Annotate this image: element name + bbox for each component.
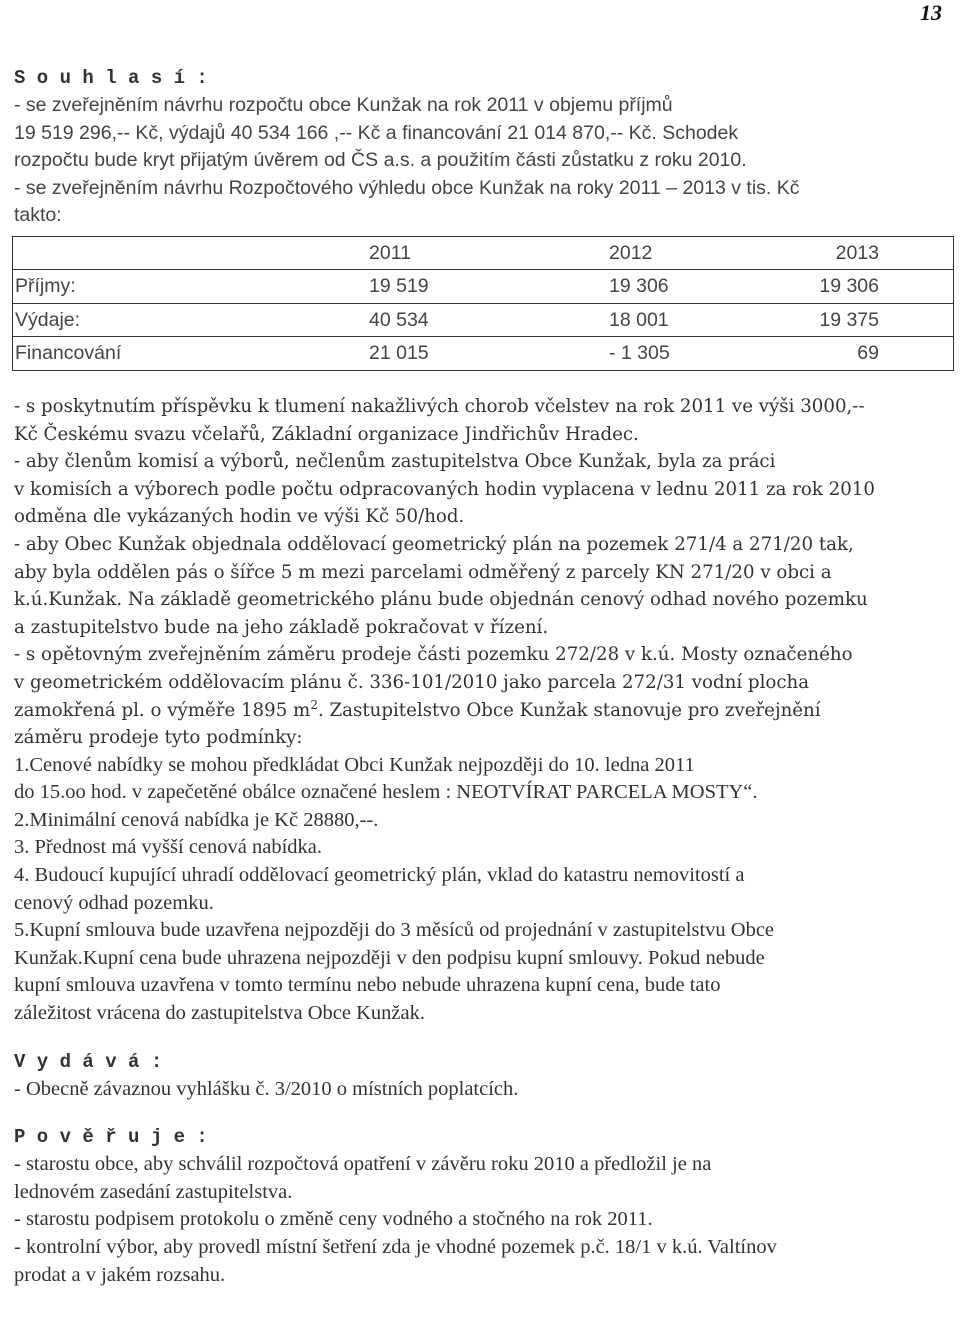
text-line: - s opětovným zveřejněním záměru prodeje části pozemku 272/28 v k.ú. Mosty označeného [14,644,853,666]
text-line: - Obecně závaznou vyhlášku č. 3/2010 o místních poplatcích. [14,1077,519,1100]
cell-2011: 40 534 [369,308,429,331]
text-line: prodat a v jakém rozsahu. [14,1263,226,1286]
text-line: v komisích a výborech podle počtu odpracovaných hodin vyplacena v lednu 2011 za rok 2010 [14,478,875,500]
cell-2012: 19 306 [609,275,669,298]
poveruje-heading: P o v ě ř u j e : [14,1126,208,1149]
text-line: Kunžak.Kupní cena bude uhrazena nejpozději v den podpisu kupní smlouvy. Pokud nebude [14,946,765,969]
page-number: 13 [920,0,942,25]
cell-2012: - 1 305 [609,342,670,365]
vydava-heading: V y d á v á : [14,1050,163,1073]
table-header [13,237,953,271]
cell-2013: 69 [857,342,879,365]
row-label: Příjmy: [15,275,76,298]
text-line: - starostu podpisem protokolu o změně ceny vodného a stočného na rok 2011. [14,1208,653,1231]
cell-2012: 18 001 [609,308,669,331]
area-text-rest: . Zastupitelstvo Obce Kunžak stanovuje pro zveřejnění [317,699,821,721]
text-line: odměna dle vykázaných hodin ve výši Kč 50/hod. [14,506,465,528]
document-body [14,64,950,1289]
text-line: Kč Českému svazu včelařů, Základní organizace Jindřichův Hradec. [14,423,639,445]
text-line: a zastupitelstvo bude na jeho základě pokračovat v řízení. [14,616,549,638]
text-line: rozpočtu bude kryt přijatým úvěrem od ČS a.s. a použitím části zůstatku z roku 2010. [14,149,747,172]
text-line: v geometrickém oddělovacím plánu č. 336-101/2010 jako parcela 272/31 vodní plocha [14,671,810,693]
table-header-2012: 2012 [609,241,653,264]
cell-2011: 21 015 [369,342,429,365]
text-line: - aby Obec Kunžak objednala oddělovací geometrický plán na pozemek 271/4 a 271/20 tak, [14,533,854,555]
table-header-2013: 2013 [835,241,879,264]
text-line: - se zveřejněním návrhu Rozpočtového výhledu obce Kunžak na roky 2011 – 2013 v tis. Kč [14,176,800,199]
text-line: 5.Kupní smlouva bude uzavřena nejpozději do 3 měsíců od projednání v zastupitelstvu Obce [14,919,775,942]
area-text: zamokřená pl. o výměře 1895 m [14,699,311,721]
text-line: - se zveřejněním návrhu rozpočtu obce Kunžak na rok 2011 v objemu příjmů [14,94,673,116]
text-line: lednovém zasedání zastupitelstva. [14,1180,293,1203]
text-line: - starostu obce, aby schválil rozpočtová opatření v závěru roku 2010 a předložil je na [14,1153,712,1176]
text-line: 2.Minimální cenová nabídka je Kč 28880,--. [14,808,379,831]
text-line: kupní smlouva uzavřena v tomto termínu nebo nebude uhrazena kupní cena, bude tato [14,974,721,997]
cell-2013: 19 306 [819,275,879,298]
text-line: 3. Přednost má vyšší cenová nabídka. [14,836,323,859]
text-line [14,697,950,725]
table-row [13,304,953,338]
text-line: záměru prodeje tyto podmínky: [14,727,303,749]
text-line: - aby členům komisí a výborů, nečlenům zastupitelstva Obce Kunžak, byla za práci [14,451,776,473]
row-label: Financování [15,342,122,365]
text-line: aby byla oddělen pás o šířce 5 m mezi parcelami odměřený z parcely KN 271/20 v obci a [14,561,832,583]
text-line: takto: [14,204,62,227]
table-row [13,270,953,304]
text-line: 1.Cenové nabídky se mohou předkládat Obci Kunžak nejpozději do 10. ledna 2011 [14,753,695,776]
budget-outlook-table [12,236,954,371]
text-line: - s poskytnutím příspěvku k tlumení nakažlivých chorob včelstev na rok 2011 ve výši 3000,-- [14,395,865,417]
text-line: záležitost vrácena do zastupitelstva Obce Kunžak. [14,1002,425,1025]
text-line: 19 519 296,-- Kč, výdajů 40 534 166 ,-- Kč a financování 21 014 870,-- Kč. Schodek [14,121,739,144]
text-line: k.ú.Kunžak. Na základě geometrického plánu bude objednán cenový odhad nového pozemku [14,589,868,611]
souhlasi-heading: S o u h l a s í : [14,67,208,89]
cell-2011: 19 519 [369,275,429,298]
text-line: 4. Budoucí kupující uhradí oddělovací geometrický plán, vklad do katastru nemovitostí a [14,864,745,887]
table-row [13,337,953,370]
row-label: Výdaje: [15,308,81,331]
text-line: cenový odhad pozemku. [14,891,214,914]
table-header-2011: 2011 [369,241,411,264]
text-line: - kontrolní výbor, aby provedl místní šetření zda je vhodné pozemek p.č. 18/1 v k.ú. Valtínov [14,1236,777,1258]
cell-2013: 19 375 [819,308,879,331]
text-line: do 15.oo hod. v zapečetěné obálce označené heslem : NEOTVÍRAT PARCELA MOSTY“. [14,781,758,804]
superscript: 2 [310,697,318,712]
